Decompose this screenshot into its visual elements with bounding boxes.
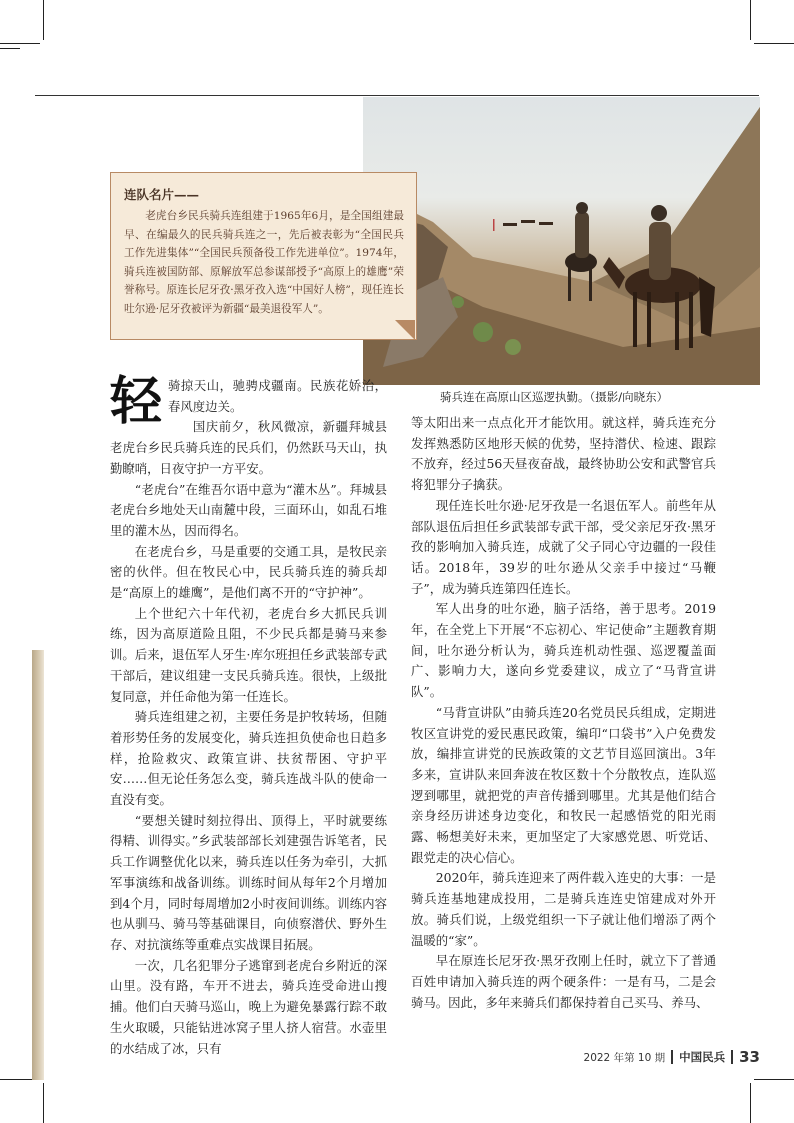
magazine-name: 中国民兵 (679, 1050, 726, 1064)
article-paragraph: 一次，几名犯罪分子逃窜到老虎台乡附近的深山里。没有路，车开不进去，骑兵连受命进山搜捕。他们白天骑马巡山，晚上为避免暴露行踪不敢生火取暖，只能钻进冰窝子里人挤人宿营。水壶里的水结成了冰，只有 (110, 957, 387, 1056)
crop-mark (754, 43, 794, 44)
crop-mark (43, 1083, 44, 1123)
crop-mark (750, 0, 751, 40)
article-column-right (411, 413, 716, 1013)
article-paragraph: “要想关键时刻拉得出、顶得上，平时就要练得精、训得实。”乡武装部部长刘建强告诉笔者，民兵工作调整优化以来，骑兵连以任务为牵引，大抓军事演练和战备训练。训练时间从每年2个月增加到4个月，同时每周增加2小时夜间训练。训练内容也从驯马、骑马等基础课目，向侦察潜伏、野外生存、对抗演练等重难点实战课目拓展。 (110, 812, 387, 952)
drop-cap: 轻 (110, 371, 163, 432)
article-paragraph: 早在原连长尼牙孜·黑牙孜刚上任时，就立下了普通百姓申请加入骑兵连的两个硬条件：一是有马，二是会骑马。因此，多年来骑兵们都保持着自己买马、养马、 (411, 953, 716, 1010)
footer-divider (731, 1050, 733, 1064)
article-paragraph: “老虎台”在维吾尔语中意为“灌木丛”。拜城县老虎台乡地处天山南麓中段，三面环山，如乱石堆里的灌木丛，因而得名。 (110, 481, 387, 538)
photo-caption: 骑兵连在高原山区巡逻执勤。（摄影/向晓东） (440, 390, 669, 404)
article-column-left (110, 371, 387, 1059)
article-paragraph: “马背宣讲队”由骑兵连20名党员民兵组成，定期进牧区宣讲党的爱民惠民政策，编印“口袋书”入户免费发放，编排宣讲党的民族政策的文艺节目巡回演出。3年多来，宣讲队来回奔波在牧区数十个分散牧点，连队巡逻到哪里，就把党的声音传播到哪里。尤其是他们结合亲身经历讲述身边变化，和牧民一起感悟党的阳光雨露、畅想美好未来，更加坚定了大家感党恩、听党话、跟党走的决心信心。 (411, 704, 716, 865)
article-paragraph: 国庆前夕，秋风微凉，新疆拜城县老虎台乡民兵骑兵连的民兵们，仍然跃马天山，执勤瞭哨，日夜守护一方平安。 (110, 419, 387, 476)
cavalry-photo (363, 97, 760, 385)
crop-mark (750, 1083, 751, 1123)
unit-profile-text: 老虎台乡民兵骑兵连组建于1965年6月，是全国组建最早、在编最久的民兵骑兵连之一，先后被表彰为“全国民兵工作先进集体”“全国民兵预备役工作先进单位”。1974年，骑兵连被国防部、原解放军总参谋部授予“高原上的雄鹰”荣誉称号。原连长尼牙孜·黑牙孜入选“中国好人榜”，现任连长吐尔逊·尼牙孜被评为新疆“最美退役军人”。 (124, 210, 404, 315)
article-paragraph: 2020年，骑兵连迎来了两件载入连史的大事：一是骑兵连基地建成投用，二是骑兵连连史馆建成对外开放。骑兵们说，上级党组织一下子就让他们增添了两个温暖的“家”。 (411, 870, 716, 948)
article-paragraph: 在老虎台乡，马是重要的交通工具，是牧民亲密的伙伴。但在牧民心中，民兵骑兵连的骑兵却是“高原上的雄鹰”，是他们离不开的“守护神”。 (110, 543, 387, 601)
article-paragraph: 现任连长吐尔逊·尼牙孜是一名退伍军人。前些年从部队退伍后担任乡武装部专武干部，受父亲尼牙孜·黑牙孜的影响加入骑兵连，成就了父子同心守边疆的一段佳话。2018年，39岁的吐尔逊从父亲手中接过“马鞭子”，成为骑兵连第四任连长。 (411, 497, 716, 596)
unit-profile-box (110, 172, 417, 340)
article-paragraph: 军人出身的吐尔逊，脑子活络，善于思考。2019年，在全党上下开展“不忘初心、牢记使命”主题教育期间，吐尔逊分析认为，骑兵连机动性强、巡逻覆盖面广、影响力大，遂向乡党委建议，成立了“马背宣讲队”。 (411, 601, 716, 700)
footer-divider (671, 1050, 673, 1064)
issue-label: 2022 年第 10 期 (583, 1051, 666, 1064)
crop-mark (0, 48, 20, 49)
crop-mark (43, 0, 44, 40)
crop-mark (754, 1079, 794, 1080)
article-paragraph: 上个世纪六十年代初，老虎台乡大抓民兵训练，因为高原道险且阻，不少民兵都是骑马来参训。后来，退伍军人牙生·库尔班担任乡武装部专武干部后，建议组建一支民兵骑兵连。很快，上级批复同意，并任命他为第一任连长。 (110, 605, 387, 704)
page-number: 33 (739, 1048, 760, 1066)
photo-edge-stripe (32, 650, 44, 1080)
crop-mark (0, 43, 40, 44)
header-rule (35, 95, 759, 96)
article-paragraph: 等太阳出来一点点化开才能饮用。就这样，骑兵连充分发挥熟悉防区地形天候的优势，坚持潜伏、检速、跟踪不放弃，经过56天昼夜奋战，最终协助公安和武警官兵将犯罪分子擒获。 (411, 415, 716, 493)
unit-profile-title: 连队名片—— (124, 187, 200, 202)
article-lead: 骑掠天山，驰骋戍疆南。民族花娇治，春风度边关。 (168, 378, 387, 414)
article-paragraph: 骑兵连组建之初，主要任务是护牧转场，但随着形势任务的发展变化，骑兵连担负使命也日趋多样，抢险救灾、政策宣讲、扶贫帮困、守护平安……但无论任务怎么变，骑兵连战斗队的使命一直没有变。 (110, 709, 387, 808)
box-corner-fold (395, 320, 415, 340)
page-footer (540, 1048, 760, 1066)
